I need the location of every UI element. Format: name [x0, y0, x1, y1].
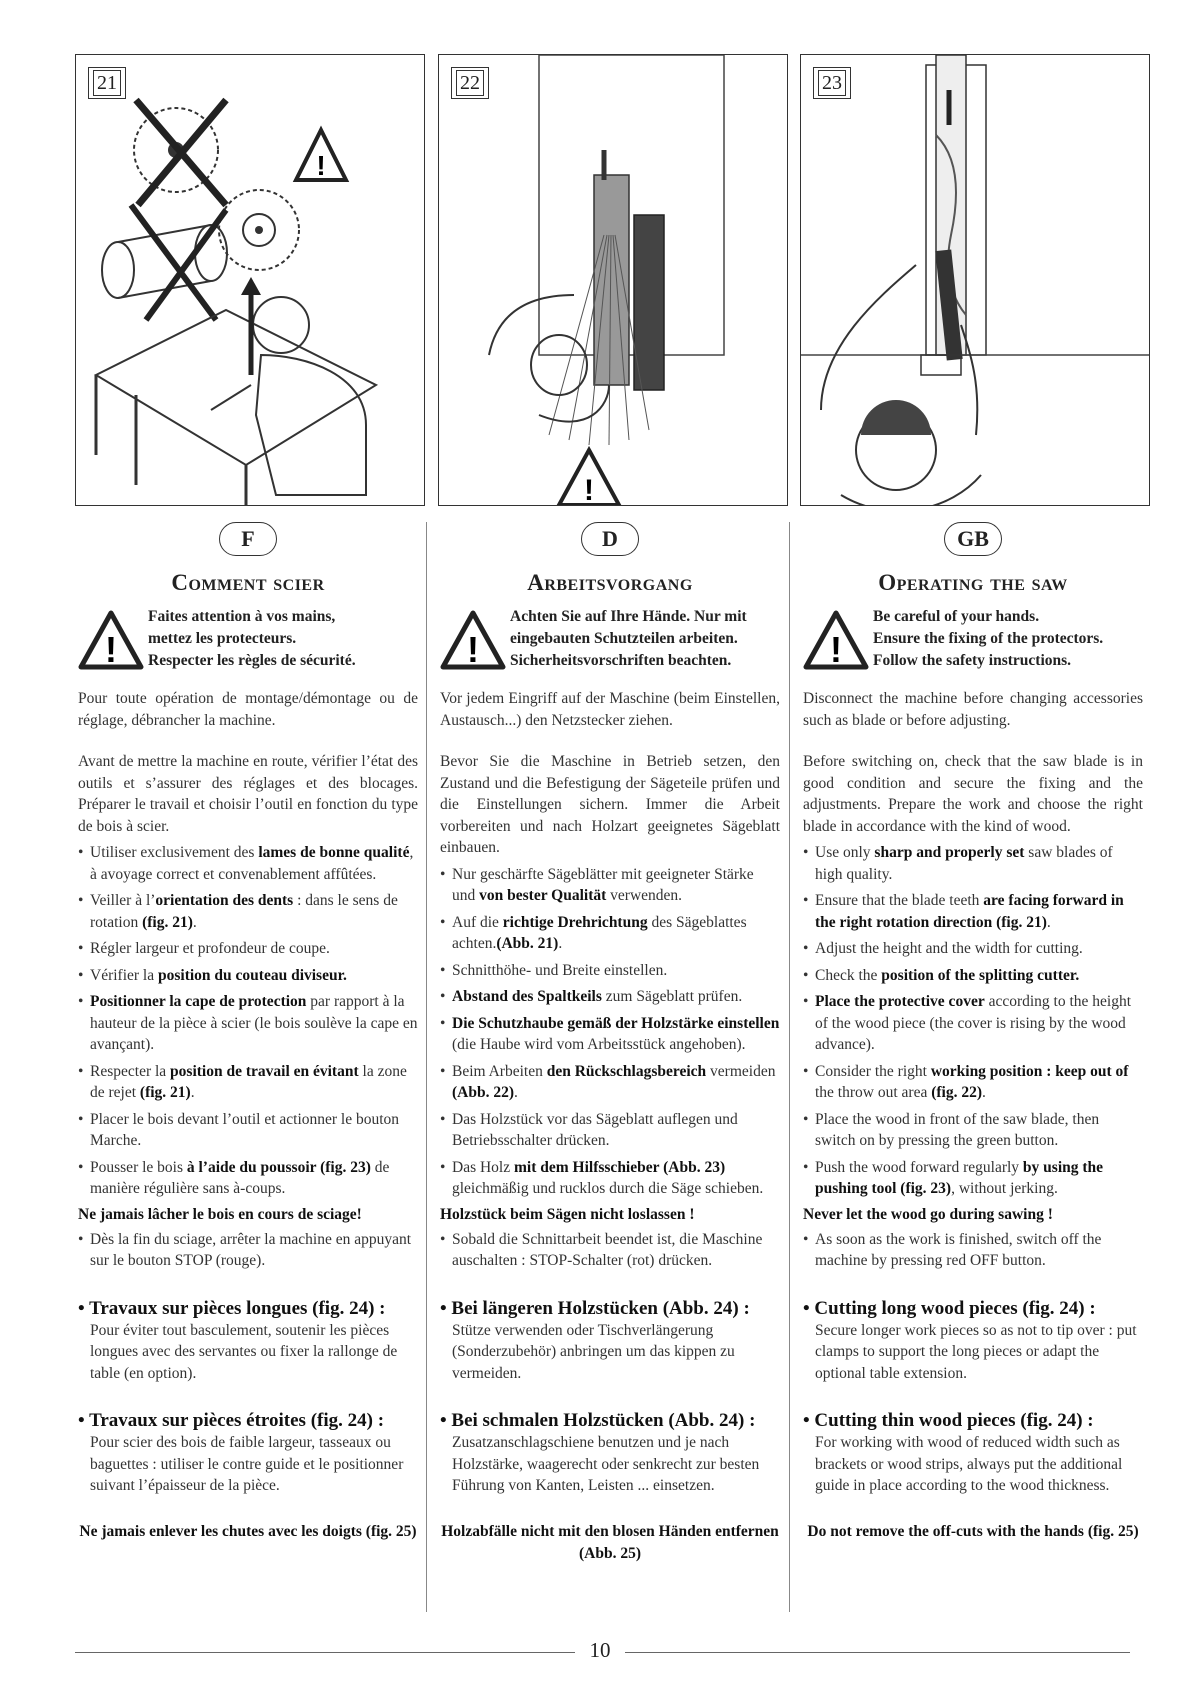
subsection-body: Zusatzanschlagschiene benutzen und je nach Holzstärke, waagerecht oder senkrecht zur besten Führung von Kanten, Leisten ... einsetzen.	[452, 1434, 760, 1494]
svg-text:!: !	[316, 150, 326, 181]
svg-text:!: !	[830, 629, 842, 670]
list-item: • Consider the right working position : keep out of the throw out area (fig. 22).	[803, 1061, 1143, 1104]
intro-paragraph: Pour toute opération de montage/démontage ou de réglage, débrancher la machine.	[78, 690, 418, 729]
list-item: • Nur geschärfte Sägeblätter mit geeigneter Stärke und von bester Qualität verwenden.	[440, 864, 780, 907]
list-item: • Beim Arbeiten den Rückschlagsbereich vermeiden (Abb. 22).	[440, 1061, 780, 1104]
figure-22	[438, 54, 788, 506]
section-title: Operating the saw	[878, 570, 1068, 595]
list-item: • Vérifier la position du couteau diviseur.	[78, 965, 418, 987]
footer-rule-right	[625, 1652, 1130, 1653]
subsection-body: Pour éviter tout basculement, soutenir les pièces longues avec des servantes ou fixer la rallonge de table (en option).	[90, 1321, 398, 1382]
list-item: • Pousser le bois à l’aide du poussoir (fig. 23) de manière régulière sans à-coups.	[78, 1157, 418, 1200]
figure-21	[75, 54, 425, 506]
figure-number: 22	[451, 67, 489, 99]
subsection-title: • Travaux sur pièces longues (fig. 24) :	[78, 1298, 418, 1320]
warning-block	[803, 606, 1143, 672]
section-title: Comment scier	[171, 570, 325, 595]
intro-paragraph: Vor jedem Eingriff auf der Maschine (beim Einstellen, Austausch...) den Netzstecker ziehen.	[440, 690, 780, 729]
svg-text:!: !	[584, 474, 594, 507]
footer-rule-left	[75, 1652, 575, 1653]
intro-paragraph: Avant de mettre la machine en route, vérifier l’état des outils et s’assurer des réglages et des blocages. Préparer le travail et choisir l’outil en fonction du type de bois à scier.	[78, 753, 418, 835]
warning-text: Be careful of your hands. Ensure the fixing of the protectors. Follow the safety instructions.	[873, 608, 1104, 669]
figure-21-illustration	[76, 55, 425, 506]
list-item: • Place the wood in front of the saw blade, then switch on by pressing the green button.	[803, 1109, 1143, 1152]
list-item: • Ensure that the blade teeth are facing forward in the right rotation direction (fig. 21).	[803, 890, 1143, 933]
list-item: • Das Holzstück vor das Sägeblatt auflegen und Betriebsschalter drücken.	[440, 1109, 780, 1152]
warning-block	[78, 606, 418, 672]
figure-number: 23	[813, 67, 851, 99]
list-item: • Check the position of the splitting cutter.	[803, 965, 1143, 987]
subsection-body: Secure longer work pieces so as not to tip over : put clamps to support the long pieces or adapt the optional table extension.	[815, 1321, 1137, 1382]
subsection-title: • Bei längeren Holzstücken (Abb. 24) :	[440, 1298, 780, 1320]
instruction-list	[803, 1229, 1143, 1272]
subsection-body: Stütze verwenden oder Tischverlängerung (Sonderzubehör) anbringen um das kippen zu vermeiden.	[452, 1321, 735, 1382]
figure-23-illustration	[801, 55, 1150, 506]
list-item: • Placer le bois devant l’outil et actionner le bouton Marche.	[78, 1109, 418, 1152]
column-english	[803, 522, 1143, 1543]
footer-note: Do not remove the off-cuts with the hands (fig. 25)	[807, 1522, 1139, 1540]
warning-text: Faites attention à vos mains, mettez les protecteurs. Respecter les règles de sécurité.	[148, 608, 356, 669]
language-badge: GB	[944, 522, 1002, 556]
list-item: • Respecter la position de travail en évitant la zone de rejet (fig. 21).	[78, 1061, 418, 1104]
intro-paragraph: Bevor Sie die Maschine in Betrieb setzen, den Zustand und die Befestigung der Sägeteile prüfen und die Einstellungen sichern. Immer die Arbeit vorbereiten und nach Holzart geeignetes Sägeblatt einbauen.	[440, 753, 780, 856]
list-item: • As soon as the work is finished, switch off the machine by pressing red OFF button.	[803, 1229, 1143, 1272]
list-item: • Use only sharp and properly set saw blades of high quality.	[803, 842, 1143, 885]
instruction-list	[78, 1229, 418, 1272]
bold-warning-line: Holzstück beim Sägen nicht loslassen !	[440, 1205, 695, 1223]
figure-number: 21	[88, 67, 126, 99]
list-item: • Schnitthöhe- und Breite einstellen.	[440, 960, 780, 982]
svg-text:!: !	[105, 629, 117, 670]
list-item: • Adjust the height and the width for cutting.	[803, 938, 1143, 960]
subsection-body: For working with wood of reduced width such as brackets or wood strips, always put the additional guide in place according to the wood thickness.	[815, 1434, 1123, 1494]
warning-text: Achten Sie auf Ihre Hände. Nur mit eingebauten Schutzteilen arbeiten. Sicherheitsvorschriften beachten.	[510, 608, 747, 669]
list-item: • Abstand des Spaltkeils zum Sägeblatt prüfen.	[440, 986, 780, 1008]
list-item: • Push the wood forward regularly by using the pushing tool (fig. 23), without jerking.	[803, 1157, 1143, 1200]
list-item: • Das Holz mit dem Hilfsschieber (Abb. 23) gleichmäßig und rucklos durch die Säge schieben.	[440, 1157, 780, 1200]
subsection-title: • Travaux sur pièces étroites (fig. 24) :	[78, 1410, 418, 1432]
list-item: • Auf die richtige Drehrichtung des Sägeblattes achten.(Abb. 21).	[440, 912, 780, 955]
figure-22-illustration	[439, 55, 788, 506]
language-badge: D	[581, 522, 639, 556]
instruction-list	[440, 864, 780, 1200]
bold-warning-line: Never let the wood go during sawing !	[803, 1205, 1053, 1223]
list-item: • Régler largeur et profondeur de coupe.	[78, 938, 418, 960]
figure-23	[800, 54, 1150, 506]
column-divider	[426, 522, 427, 1612]
subsection-body: Pour scier des bois de faible largeur, tasseaux ou baguettes : utiliser le contre guide et le positionner suivant l’épaisseur de la pièce.	[90, 1434, 404, 1494]
warning-icon	[803, 610, 869, 670]
instruction-list	[803, 842, 1143, 1200]
subsection-title: • Bei schmalen Holzstücken (Abb. 24) :	[440, 1410, 780, 1432]
column-divider	[789, 522, 790, 1612]
list-item: • Sobald die Schnittarbeit beendet ist, die Maschine auschalten : STOP-Schalter (rot) drücken.	[440, 1229, 780, 1272]
section-title: Arbeitsvorgang	[527, 570, 693, 595]
subsection-title: • Cutting long wood pieces (fig. 24) :	[803, 1298, 1143, 1320]
list-item: • Utiliser exclusivement des lames de bonne qualité, à avoyage correct et convenablement affûtées.	[78, 842, 418, 885]
warning-block	[440, 606, 780, 672]
list-item: • Place the protective cover according to the height of the wood piece (the cover is rising by the wood advance).	[803, 991, 1143, 1056]
footer-note: Ne jamais enlever les chutes avec les doigts (fig. 25)	[79, 1522, 417, 1540]
list-item: • Die Schutzhaube gemäß der Holzstärke einstellen (die Haube wird vom Arbeitsstück angehoben).	[440, 1013, 780, 1056]
intro-paragraph: Before switching on, check that the saw blade is in good condition and secure the fixing and the adjustments. Prepare the work and choose the right blade in accordance with the kind of wood.	[803, 753, 1143, 835]
list-item: • Positionner la cape de protection par rapport à la hauteur de la pièce à scier (le bois soulève la cape en avançant).	[78, 991, 418, 1056]
warning-icon	[440, 610, 506, 670]
subsection-title: • Cutting thin wood pieces (fig. 24) :	[803, 1410, 1143, 1432]
column-french	[78, 522, 418, 1543]
instruction-list	[78, 842, 418, 1200]
warning-icon	[78, 610, 144, 670]
list-item: • Dès la fin du sciage, arrêter la machine en appuyant sur le bouton STOP (rouge).	[78, 1229, 418, 1272]
intro-paragraph: Disconnect the machine before changing accessories such as blade or before adjusting.	[803, 690, 1143, 729]
svg-text:!: !	[467, 629, 479, 670]
footer-note: Holzabfälle nicht mit den blosen Händen entfernen (Abb. 25)	[441, 1522, 779, 1562]
bold-warning-line: Ne jamais lâcher le bois en cours de sciage!	[78, 1205, 362, 1223]
column-german	[440, 522, 780, 1565]
instruction-list	[440, 1229, 780, 1272]
page-number: 10	[589, 1638, 611, 1662]
list-item: • Veiller à l’orientation des dents : dans le sens de rotation (fig. 21).	[78, 890, 418, 933]
language-badge: F	[219, 522, 277, 556]
